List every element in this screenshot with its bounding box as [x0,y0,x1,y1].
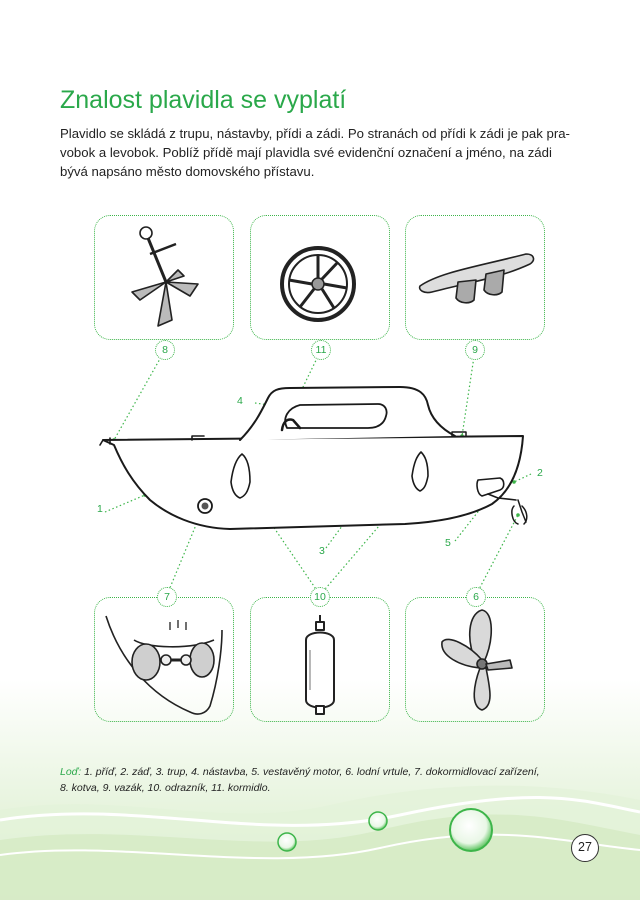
callout-cleat: 9 [465,340,485,360]
anchor-illustration [132,227,198,326]
label-motor: 5 [445,537,451,549]
boat [100,387,527,529]
label-stern: 2 [537,467,543,479]
intro-line: vobok a levobok. Poblíž přídě mají plavidla své evidenční označení a jméno, na zádi [60,145,552,160]
propeller-illustration [442,610,512,710]
label-hull: 3 [319,545,325,557]
callout-anchor: 8 [155,340,175,360]
legend [60,764,600,796]
label-superstructure: 4 [237,395,243,407]
page-title: Znalost plavidla se vyplatí [60,86,347,114]
legend-line-1 [60,764,600,780]
callout-propeller: 6 [466,587,486,607]
legend-text-1: 1. příď, 2. záď, 3. trup, 4. nástavba, 5. vestavěný motor, 6. lodní vrtule, 7. dokormidlovací zařízení, [81,766,540,778]
callout-fender: 10 [310,587,330,607]
label-bow: 1 [97,503,103,515]
legend-heading: Loď: [60,766,82,778]
callout-bow-thruster: 7 [157,587,177,607]
page-number: 27 [571,834,599,862]
callout-wheel: 11 [311,340,331,360]
intro-line: Plavidlo se skládá z trupu, nástavby, přídi a zádi. Po stranách od přídi k zádi je pak pra- [60,126,570,141]
bow-thruster-illustration [106,616,222,714]
legend-line-2: 8. kotva, 9. vazák, 10. odrazník, 11. kormidlo. [60,782,271,794]
intro-line: bývá napsáno město domovského přístavu. [60,164,315,179]
fender-illustration [306,615,334,714]
wheel-illustration [282,248,354,320]
cleat-illustration [420,254,534,303]
